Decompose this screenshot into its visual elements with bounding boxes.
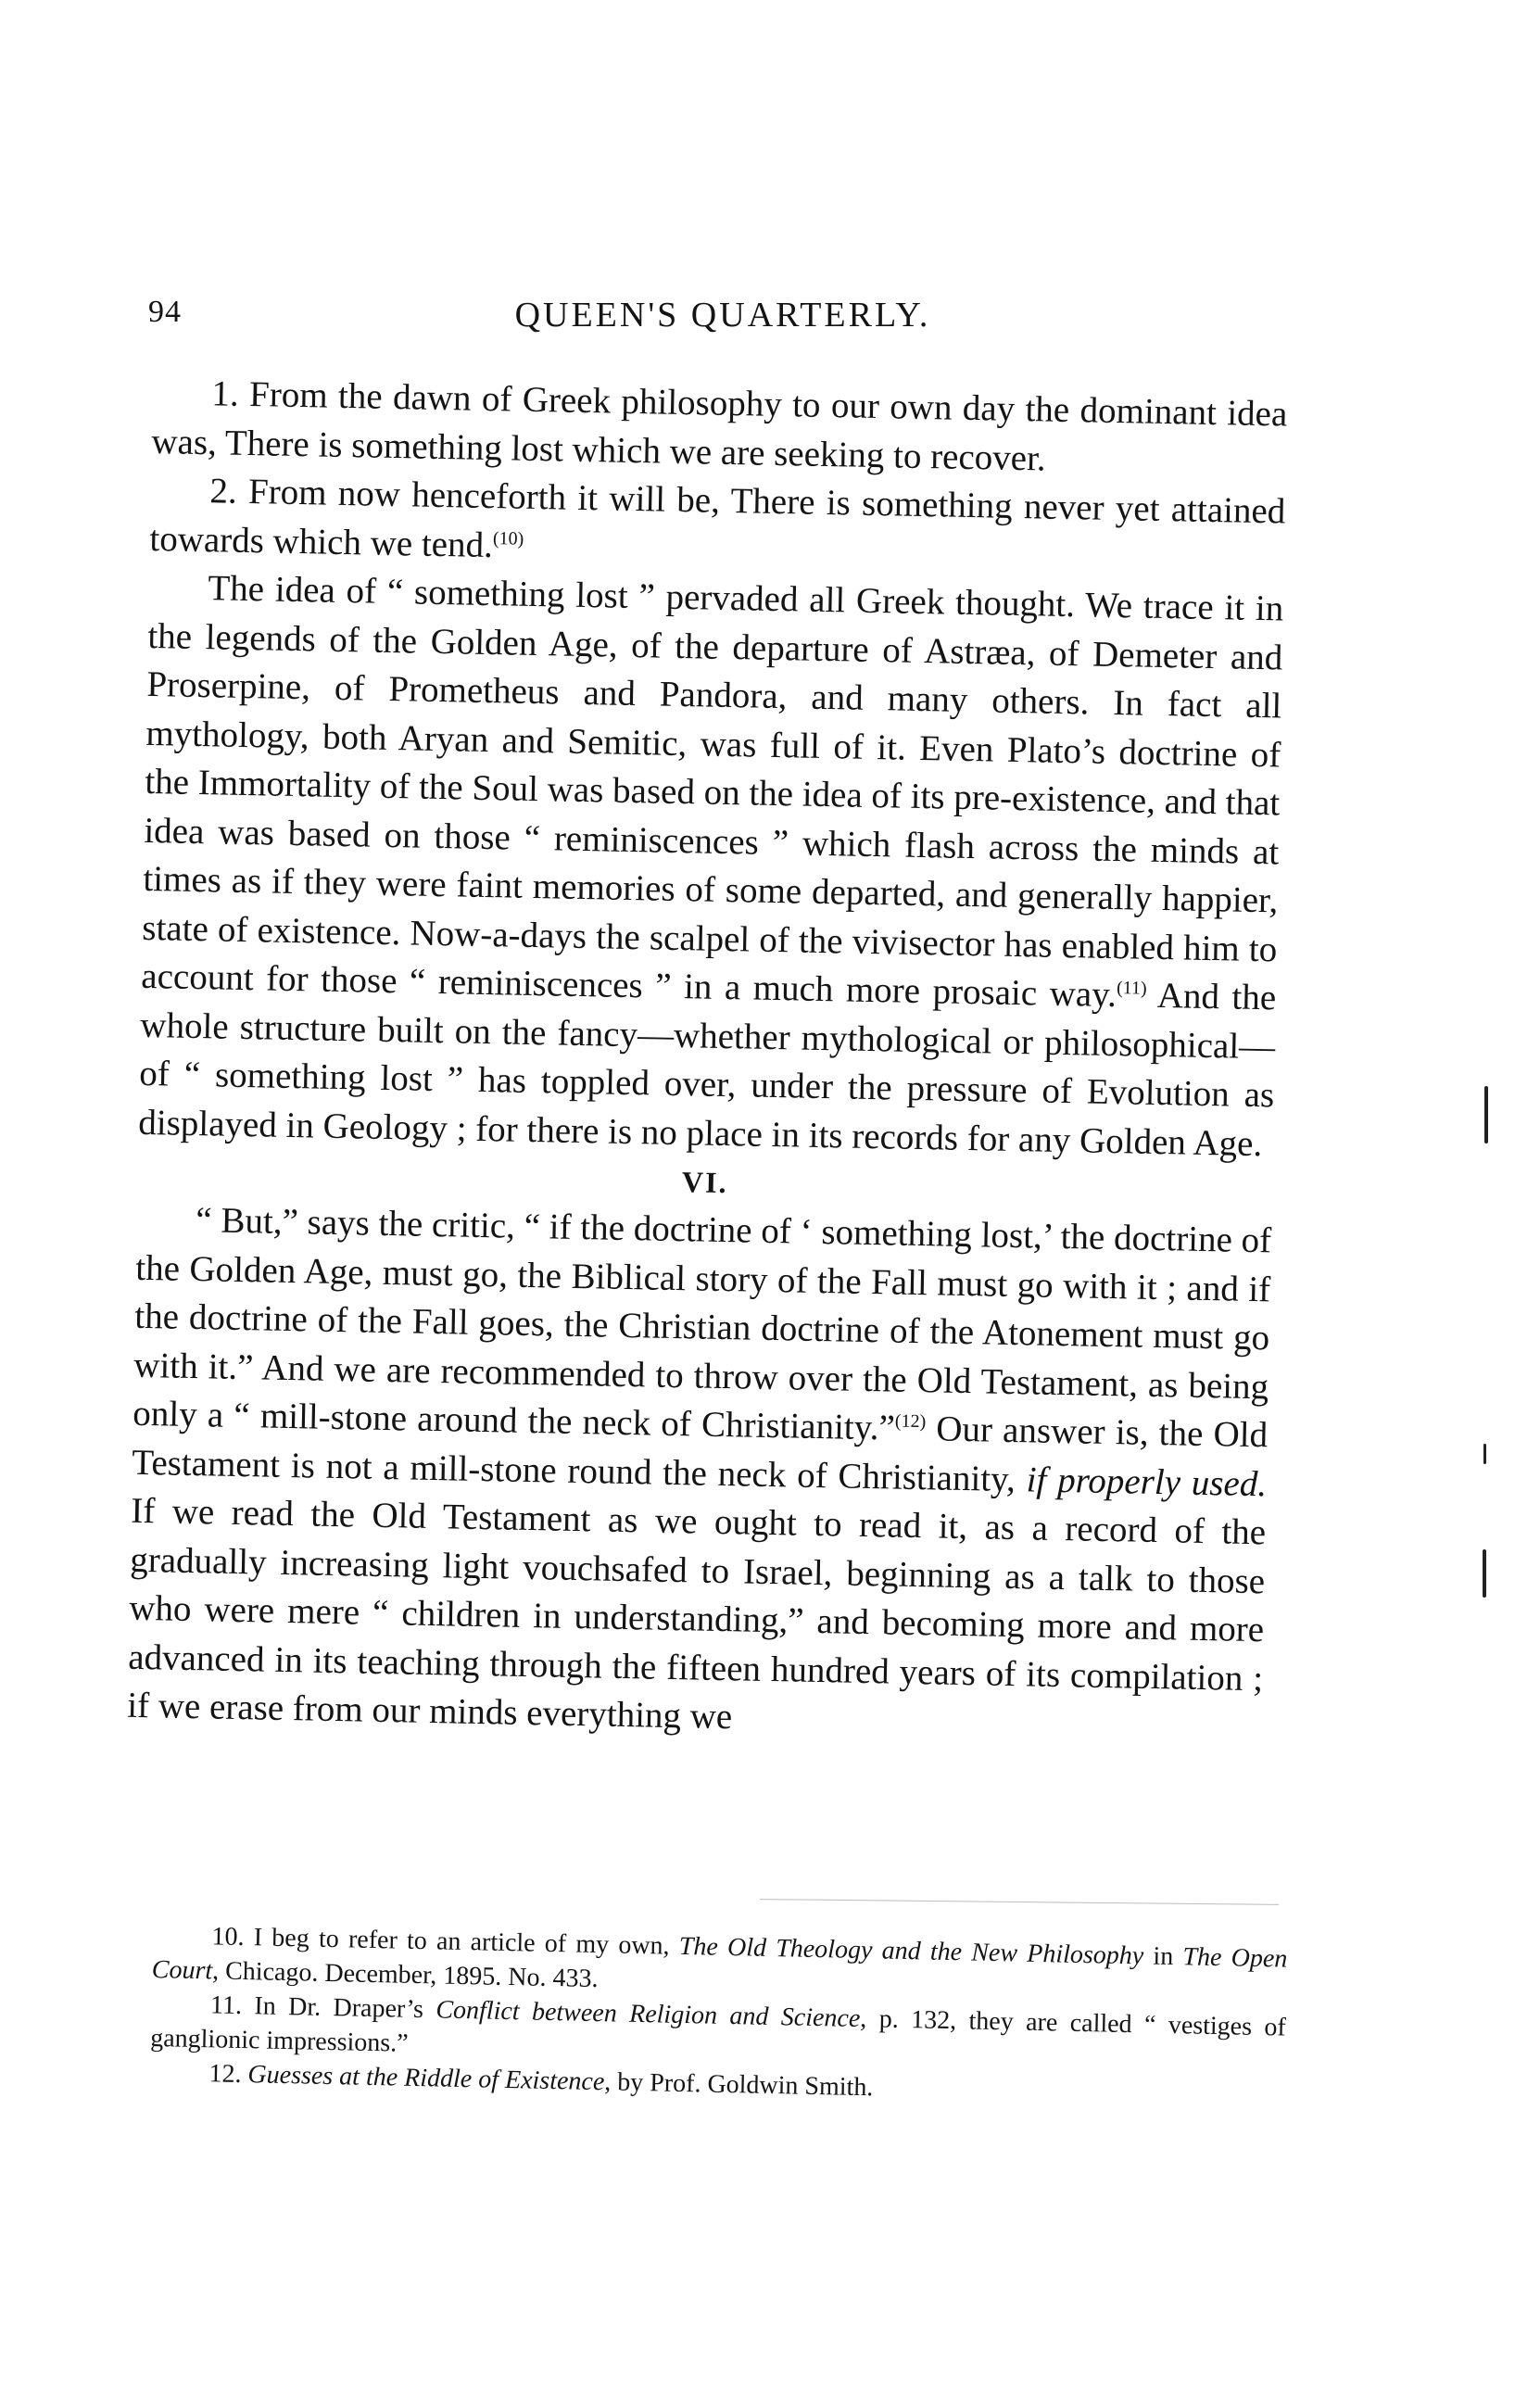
paragraph-3 [138,563,1284,1169]
paragraph-4-italic: if properly used. [1026,1459,1268,1504]
paragraph-3-text-b: And the whole structure built on the fancy—whether mythological or philosophical—of “ something lost ” has toppled over, under the pressure of Evolution as displayed in Geology ; for there is no place in its records for any Golden Age. [137,975,1277,1164]
footnote-12-title: Guesses at the Riddle of Existence [247,2060,605,2097]
page-number: 94 [148,295,182,329]
paragraph-2-text: 2. From now henceforth it will be, There is something never yet attained towards which we tend. [149,471,1286,565]
page-header [148,295,1297,341]
footnote-10-text-b: in [1142,1941,1183,1972]
footnote-10-title: The Old Theology and the New Philosophy [678,1931,1144,1971]
paragraph-3-text-a: The idea of “ something lost ” pervaded all Greek thought. We trace it in the legends of the Golden Age, of the departure of Astræa, of Demeter and Proserpine, of Prometheus and Pandora, and many others. In fact all mythology, both Aryan and Semitic, was full of it. Even Plato’s doctrine of the Immortality of the Soul was based on the idea of its pre-existence, and that idea was based on those “ reminiscences ” which flash across the minds at times as if they were faint memories of some departed, and generally happier, state of existence. Now-a-days the scalpel of the vivisector has enabled him to account for those “ reminiscences ” in a much more prosaic way. [141,568,1284,1016]
footnote-10-text-c: , Chicago. December, 1895. No. 433. [211,1956,599,1994]
margin-ink-mark [1483,1549,1486,1598]
footnote-10-text-a: 10. I beg to refer to an article of my own, [211,1922,680,1961]
paragraph-4 [127,1195,1272,1752]
footnote-ref-10: (10) [492,527,524,550]
footnotes [149,1918,1288,2114]
section-heading: VI. [681,1165,728,1200]
margin-ink-mark [1483,1444,1486,1464]
paragraph-4-text-b: Our answer is, the Old Testament is not a mill-stone round the neck of Christianity, [131,1409,1269,1499]
footnote-11-title: Conflict between Religion and Science [435,1995,861,2034]
footnote-12-text-a: 12. [208,2059,248,2090]
main-text [127,369,1288,1752]
footnote-11-text-b: , p. 132, they are called “ vestiges of ganglionic impressions.” [149,2004,1287,2058]
paragraph-4-text-c: If we read the Old Testament as we ought to read it, as a record of the gradually increasing light vouchsafed to Israel, beginning as a talk to those who were mere “ children in understanding,” and becoming more and more advanced in its teaching through the fifteen hundred years of its compilation ; if we erase from our minds everything we [126,1490,1267,1737]
running-head: QUEEN'S QUARTERLY. [514,296,931,335]
paragraph-4-text-a: “ But,” says the critic, “ if the doctrine of ‘ something lost,’ the doctrine of the Golden Age, must go, the Biblical story of the Fall must go with it ; and if the doctrine of the Fall goes, the Christian doctrine of the Atonement must go with it.” And we are recommended to throw over the Old Testament, as being only a “ mill-stone around the neck of Christianity.” [132,1200,1272,1448]
margin-ink-mark [1484,1086,1488,1143]
footnote-ref-12: (12) [894,1410,927,1433]
footnote-12-text-b: , by Prof. Goldwin Smith. [603,2067,874,2103]
footnote-10-journal: The Open Court [151,1942,1288,1986]
footnote-ref-11: (11) [1116,978,1147,999]
paragraph-1: 1. From the dawn of Greek philosophy to our own day the dominant idea was, There is something lost which we are seeking to recover. [151,373,1288,479]
footnote-rule [760,1899,1279,1905]
footnote-11-text-a: 11. In Dr. Draper’s [209,1990,436,2025]
